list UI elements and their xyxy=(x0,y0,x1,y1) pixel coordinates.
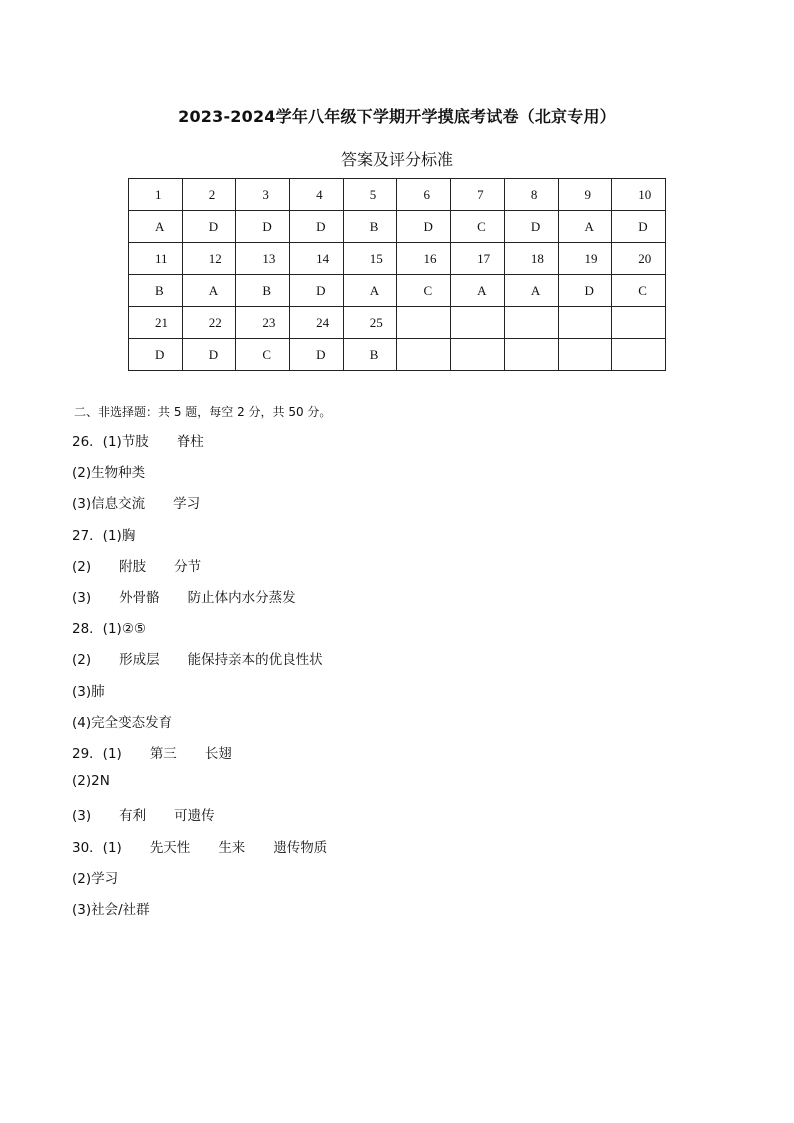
table-cell: D xyxy=(558,275,612,307)
table-cell: D xyxy=(397,211,451,243)
answer-table xyxy=(128,178,666,371)
answer-text: 脊柱 xyxy=(176,434,204,450)
table-cell xyxy=(558,339,612,371)
answer-line xyxy=(72,804,215,824)
table-cell: 14 xyxy=(290,243,344,275)
page-title: 2023-2024学年八年级下学期开学摸底考试卷（北京专用） xyxy=(178,107,616,126)
table-cell xyxy=(612,339,666,371)
table-cell: D xyxy=(504,211,558,243)
answer-text: 肺 xyxy=(91,683,105,700)
table-cell: 23 xyxy=(236,307,290,339)
answer-text: 形成层 xyxy=(119,652,160,669)
table-cell: 12 xyxy=(182,243,236,275)
answer-text: 可遗传 xyxy=(174,808,215,825)
table-row xyxy=(129,307,666,339)
question-number: 26．(1) xyxy=(72,434,122,450)
table-cell xyxy=(504,307,558,339)
question-number: (2) xyxy=(72,773,92,790)
table-cell: 9 xyxy=(558,179,612,211)
question-number: (3) xyxy=(72,496,92,513)
question-number: (2) xyxy=(72,870,92,887)
table-row xyxy=(129,179,666,211)
table-cell: D xyxy=(290,211,344,243)
question-number: (3) xyxy=(72,902,92,918)
question-number: (3) xyxy=(72,590,92,606)
table-cell: B xyxy=(343,211,397,243)
table-cell: D xyxy=(129,339,183,371)
answer-text: 第三 xyxy=(149,746,177,762)
question-number: (4) xyxy=(72,714,92,731)
answer-line xyxy=(72,492,200,512)
question-number: 27．(1) xyxy=(72,527,122,544)
question-number: (2) xyxy=(72,465,92,482)
table-cell xyxy=(558,307,612,339)
question-number: (2) xyxy=(72,652,92,669)
table-cell xyxy=(397,339,451,371)
answer-text: 有利 xyxy=(119,808,147,825)
table-cell xyxy=(612,307,666,339)
answer-text: 社会/社群 xyxy=(91,902,150,918)
answer-text: 生来 xyxy=(218,839,246,856)
answer-line xyxy=(72,711,172,731)
table-cell: C xyxy=(451,211,505,243)
table-row xyxy=(129,275,666,307)
answer-text: 能保持亲本的优良性状 xyxy=(187,652,323,669)
table-cell: C xyxy=(236,339,290,371)
answer-line xyxy=(72,867,118,887)
table-cell: D xyxy=(182,339,236,371)
answer-line xyxy=(72,586,296,606)
table-cell: 22 xyxy=(182,307,236,339)
question-number: (3) xyxy=(72,808,92,825)
answer-text: 防止体内水分蒸发 xyxy=(187,590,296,606)
table-cell: A xyxy=(343,275,397,307)
question-number: 29．(1) xyxy=(72,746,122,762)
table-cell: 19 xyxy=(558,243,612,275)
table-cell: C xyxy=(612,275,666,307)
answer-text: 信息交流 xyxy=(91,496,146,513)
table-cell: 8 xyxy=(504,179,558,211)
table-cell: D xyxy=(182,211,236,243)
table-cell: 3 xyxy=(236,179,290,211)
answer-text: 胸 xyxy=(121,527,136,544)
table-cell: D xyxy=(236,211,290,243)
answer-line xyxy=(72,836,327,856)
answer-text: 生物种类 xyxy=(91,465,146,482)
answer-text: 2N xyxy=(91,773,110,790)
answer-text: 分节 xyxy=(174,558,202,575)
table-cell: 16 xyxy=(397,243,451,275)
table-cell xyxy=(451,307,505,339)
table-cell xyxy=(504,339,558,371)
answer-line xyxy=(72,648,323,668)
table-cell: 1 xyxy=(129,179,183,211)
answer-text: 长翅 xyxy=(204,746,232,762)
answer-text: 先天性 xyxy=(149,839,191,856)
table-cell: 21 xyxy=(129,307,183,339)
answer-line xyxy=(72,680,105,700)
question-number: (2) xyxy=(72,558,92,575)
answer-line xyxy=(72,898,150,918)
answer-text: 遗传物质 xyxy=(273,839,328,856)
question-number: 28．(1) xyxy=(72,621,122,638)
page-subtitle: 答案及评分标准 xyxy=(340,150,453,169)
table-cell: 2 xyxy=(182,179,236,211)
answer-line xyxy=(72,430,204,450)
table-cell: 17 xyxy=(451,243,505,275)
table-cell: 25 xyxy=(343,307,397,339)
table-cell xyxy=(397,307,451,339)
section-heading: 二、非选择题：共 5 题，每空 2 分，共 50 分。 xyxy=(74,405,332,419)
table-cell: 18 xyxy=(504,243,558,275)
table-cell: A xyxy=(451,275,505,307)
table-cell xyxy=(451,339,505,371)
table-cell: D xyxy=(290,275,344,307)
answer-line xyxy=(72,617,146,637)
table-cell: C xyxy=(397,275,451,307)
table-row xyxy=(129,211,666,243)
answer-text: 学习 xyxy=(91,870,119,887)
table-cell: A xyxy=(504,275,558,307)
table-cell: A xyxy=(182,275,236,307)
table-row xyxy=(129,339,666,371)
answer-text: 节肢 xyxy=(121,434,149,450)
answer-line xyxy=(72,524,135,544)
answer-line xyxy=(72,742,232,762)
answer-text: 附肢 xyxy=(119,558,147,575)
question-number: (3) xyxy=(72,683,92,700)
answer-text: 完全变态发育 xyxy=(91,714,173,731)
table-row xyxy=(129,243,666,275)
question-number: 30．(1) xyxy=(72,839,122,856)
table-cell: B xyxy=(129,275,183,307)
table-cell: 7 xyxy=(451,179,505,211)
table-cell: D xyxy=(612,211,666,243)
answer-text: 外骨骼 xyxy=(119,590,160,606)
answer-line xyxy=(72,773,110,789)
table-cell: 24 xyxy=(290,307,344,339)
answer-line xyxy=(72,461,145,481)
table-cell: A xyxy=(558,211,612,243)
answer-text: ②⑤ xyxy=(121,621,147,638)
table-cell: 15 xyxy=(343,243,397,275)
table-cell: B xyxy=(343,339,397,371)
table-cell: 4 xyxy=(290,179,344,211)
table-cell: A xyxy=(129,211,183,243)
table-cell: 6 xyxy=(397,179,451,211)
table-cell: 5 xyxy=(343,179,397,211)
table-cell: 11 xyxy=(129,243,183,275)
answer-line xyxy=(72,555,201,575)
table-cell: 13 xyxy=(236,243,290,275)
table-cell: B xyxy=(236,275,290,307)
table-cell: D xyxy=(290,339,344,371)
answer-text: 学习 xyxy=(173,496,201,513)
table-cell: 10 xyxy=(612,179,666,211)
table-cell: 20 xyxy=(612,243,666,275)
